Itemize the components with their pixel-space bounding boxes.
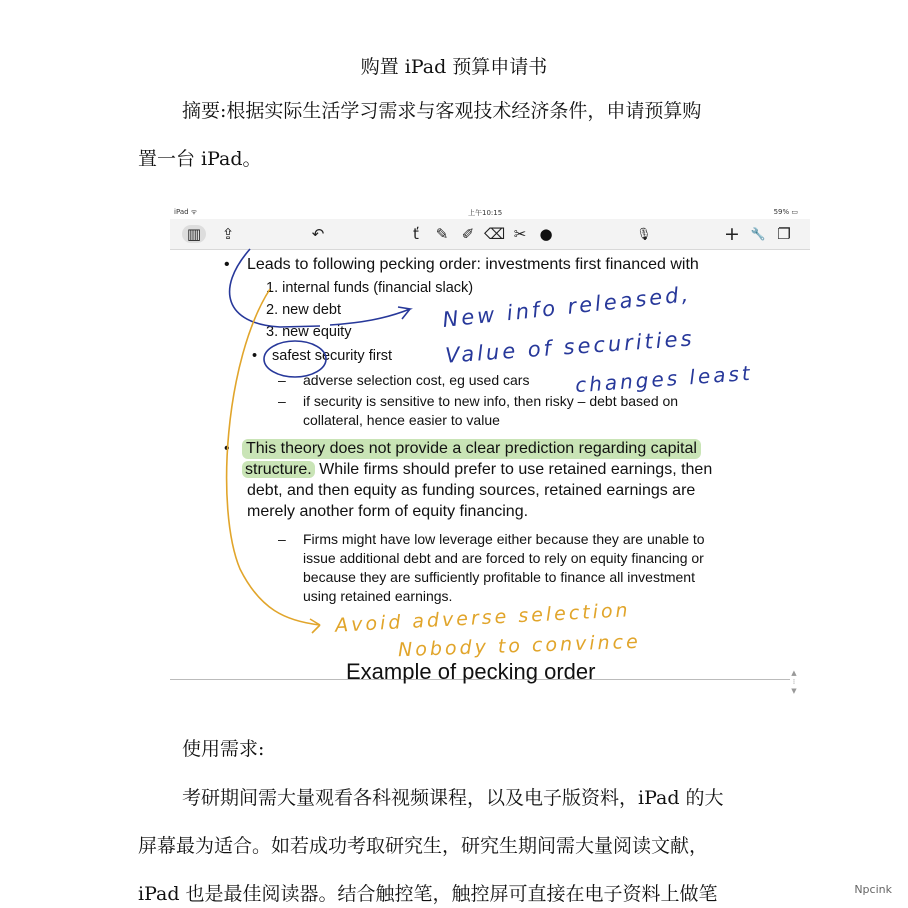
bullet-2-sub: if security is sensitive to new info, then risky – debt based on [303, 393, 679, 409]
handwriting-note: Avoid adverse selection [334, 599, 632, 637]
slide-bullet-3-line: debt, and then equity as funding sources, retained earnings are [247, 482, 696, 499]
abstract-line-2: 置一台 iPad。 [138, 148, 262, 170]
slide-bullet-3-line: merely another form of equity financing. [247, 503, 529, 520]
scissors-icon[interactable]: ✂ [513, 225, 527, 243]
ink-orange-arrow [227, 289, 320, 633]
ink-circle [264, 341, 326, 377]
bullet-dot: • [224, 440, 230, 457]
slide-bullet-2: safest security first [272, 348, 393, 364]
usage-line-3: iPad 也是最佳阅读器。结合触控笔，触控屏可直接在电子资料上做笔 [138, 883, 718, 905]
bullet-3-sub: because they are sufficiently profitable to finance all investment [303, 569, 695, 585]
handwriting-note: changes least [574, 360, 754, 398]
slide-text: While firms should prefer to use retained earnings, then [314, 461, 713, 478]
handwriting-note: New info released, [441, 282, 693, 332]
library-icon[interactable]: ▥ [182, 225, 206, 243]
dash: – [278, 372, 286, 388]
order-item: 1. internal funds (financial slack) [266, 280, 474, 296]
highlighted-text: structure. [242, 461, 315, 478]
usage-line-2: 屏幕最为适合。如若成功考取研究生，研究生期间需大量阅读文献， [138, 835, 709, 857]
bullet-3-sub: issue additional debt and are forced to rely on equity financing or [303, 550, 704, 566]
order-item: 2. new debt [266, 302, 341, 318]
page-scrollbar[interactable]: ▲ ⁞ ▼ [791, 669, 797, 695]
add-icon[interactable]: + [724, 223, 740, 245]
usage-line-1: 考研期间需大量观看各科视频课程，以及电子版资料，iPad 的大 [182, 787, 724, 809]
ink-bracket [230, 249, 320, 327]
slide-content [170, 249, 810, 695]
document-title: 购置 iPad 预算申请书 [360, 56, 548, 78]
ink-arrow [330, 307, 410, 325]
microphone-icon[interactable]: 🎙 [636, 227, 652, 241]
highlighter-icon[interactable]: ✐ [461, 225, 475, 243]
undo-icon[interactable]: ↶ [311, 225, 325, 243]
bullet-dot: • [252, 348, 258, 364]
handwriting-note: Value of securities [444, 326, 696, 368]
color-picker-icon[interactable]: ● [539, 225, 553, 243]
pages-icon[interactable]: ❐ [777, 225, 791, 243]
bullet-3-sub: Firms might have low leverage either because they are unable to [303, 531, 705, 547]
ipad-status-bar [170, 205, 810, 219]
bullet-2-sub: collateral, hence easier to value [303, 412, 500, 428]
slide-bullet-1: Leads to following pecking order: investments first financed with [247, 256, 699, 273]
order-item: 3. new equity [266, 324, 352, 340]
battery-indicator: 59% ▭ [773, 208, 798, 216]
device-label: iPad ᯤ [174, 208, 198, 216]
embedded-notes-screenshot [170, 205, 810, 695]
highlighted-text: This theory does not provide a clear prediction regarding capital [242, 439, 701, 459]
eraser-icon[interactable]: ⌫ [484, 225, 506, 243]
next-page-title: Example of pecking order [346, 659, 596, 684]
text-tool-icon[interactable]: ť [413, 225, 419, 243]
usage-heading: 使用需求: [182, 738, 265, 760]
bullet-3-sub: using retained earnings. [303, 588, 453, 604]
status-time: 上午10:15 [468, 209, 503, 217]
bullet-dot: • [224, 256, 230, 273]
dash: – [278, 531, 286, 547]
bullet-2-sub: adverse selection cost, eg used cars [303, 372, 530, 388]
pen-icon[interactable]: ✎ [435, 225, 449, 243]
notes-toolbar [170, 219, 810, 250]
abstract-line-1: 摘要:根据实际生活学习需求与客观技术经济条件，申请预算购 [182, 100, 702, 122]
watermark: Npcink [854, 883, 892, 896]
share-icon[interactable]: ⇪ [221, 225, 235, 243]
wrench-icon[interactable]: 🔧 [750, 227, 766, 241]
dash: – [278, 393, 286, 409]
handwriting-note: Nobody to convince [397, 630, 642, 662]
